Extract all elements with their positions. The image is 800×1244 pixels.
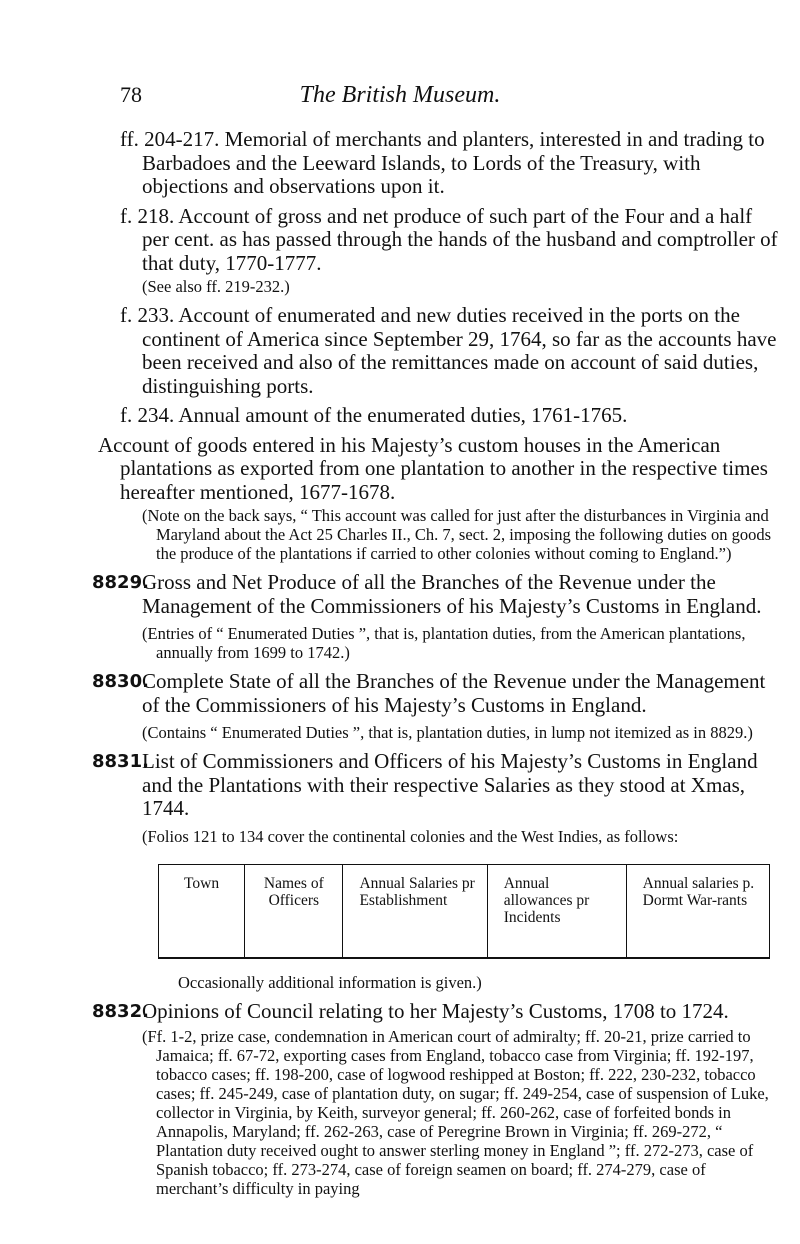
note: (Entries of “ Enumerated Duties ”, that is, plantation duties, from the American plantations, annually from 1699 to 1742.) bbox=[142, 624, 746, 662]
paragraph: f. 233. Account of enumerated and new duties received in the ports on the continent of America since September 29, 1764, so far as the accounts have been received and also of the remittances made on account of said duties, distinguishing ports. bbox=[120, 303, 777, 398]
note: (Ff. 1-2, prize case, condemnation in American court of admiralty; ff. 20-21, prize carried to Jamaica; ff. 67-72, exporting cases from England, tobacco case from Virginia; ff. 192-197, tobacco cases; ff. 198-200, case of logwood reshipped at Boston; ff. 222, 230-232, tobacco cases; ff. 245-249, case of plantation duty, on sugar; ff. 249-254, case of suspension of Luke, collector in Virginia, by Keith, surveyor general; ff. 260-262, case of forfeited bonds in Annapolis, Maryland; ff. 262-263, case of Peregrine Brown in Virginia; ff. 269-272, “ Plantation duty received ought to answer sterling money in England ”; ff. 272-273, case of Spanish tobacco; ff. 273-274, case of foreign seamen on board; ff. 274-279, case of merchant’s difficulty in paying bbox=[142, 1027, 769, 1198]
page-body bbox=[92, 127, 778, 1206]
entry-number: 8832. bbox=[92, 1000, 149, 1022]
entry-title: List of Commissioners and Officers of his Majesty’s Customs in England and the Plantations with their respective Salaries as they stood at Xmas, 1744. bbox=[142, 749, 758, 820]
table-header-cell: Town bbox=[159, 864, 245, 958]
entry-number: 8829. bbox=[92, 572, 149, 593]
entry-title: Complete State of all the Branches of the Revenue under the Management of the Commissioners of his Majesty’s Customs in England. bbox=[142, 669, 766, 717]
page-number: 78 bbox=[120, 82, 142, 107]
entry-8830 bbox=[92, 669, 778, 742]
entry-8832 bbox=[92, 998, 778, 1199]
note: (Note on the back says, “ This account was called for just after the disturbances in Virginia and Maryland about the Act 25 Charles II., Ch. 7, sect. 2, imposing the following duties on goods the produce of the plantations if carried to other colonies without coming to England.”) bbox=[142, 506, 772, 563]
entry-8829 bbox=[92, 570, 778, 662]
table-header-cell: Annual allowances pr Incidents bbox=[487, 864, 626, 958]
table-header-cell: Names of Officers bbox=[245, 864, 343, 958]
running-title: The British Museum. bbox=[299, 82, 501, 108]
note: (See also ff. 219-232.) bbox=[142, 277, 290, 296]
table-header-cell: Annual Salaries pr Establishment bbox=[343, 864, 487, 958]
entry-number: 8830. bbox=[92, 671, 149, 692]
entry-title: Opinions of Council relating to her Majesty’s Customs, 1708 to 1724. bbox=[142, 998, 729, 1023]
paragraph: f. 234. Annual amount of the enumerated duties, 1761-1765. bbox=[120, 403, 628, 427]
note: (Contains “ Enumerated Duties ”, that is, plantation duties, in lump not itemized as in 8829.) bbox=[142, 723, 753, 742]
table-row bbox=[159, 864, 770, 958]
table-header-cell: Annual salaries p. Dormt War-rants bbox=[626, 864, 769, 958]
table-footnote: Occasionally additional information is given.) bbox=[178, 972, 482, 992]
entry-8831 bbox=[92, 749, 778, 846]
entry-title: Gross and Net Produce of all the Branches of the Revenue under the Management of the Commissioners of his Majesty’s Customs in England. bbox=[142, 570, 762, 618]
entry-number: 8831. bbox=[92, 751, 149, 772]
paragraph: Account of goods entered in his Majesty’s custom houses in the American plantations as exported from one plantation to another in the respective times hereafter mentioned, 1677-1678. bbox=[98, 432, 768, 504]
paragraph: ff. 204-217. Memorial of merchants and planters, interested in and trading to Barbadoes and the Leeward Islands, to Lords of the Treasury, with objections and observations upon it. bbox=[120, 127, 765, 198]
salary-table bbox=[158, 864, 770, 959]
note: (Folios 121 to 134 cover the continental colonies and the West Indies, as follows: bbox=[142, 826, 679, 846]
page-header bbox=[0, 82, 800, 112]
paragraph: f. 218. Account of gross and net produce of such part of the Four and a half per cent. as has passed through the hands of the husband and comptroller of that duty, 1770-1777. bbox=[120, 203, 778, 275]
